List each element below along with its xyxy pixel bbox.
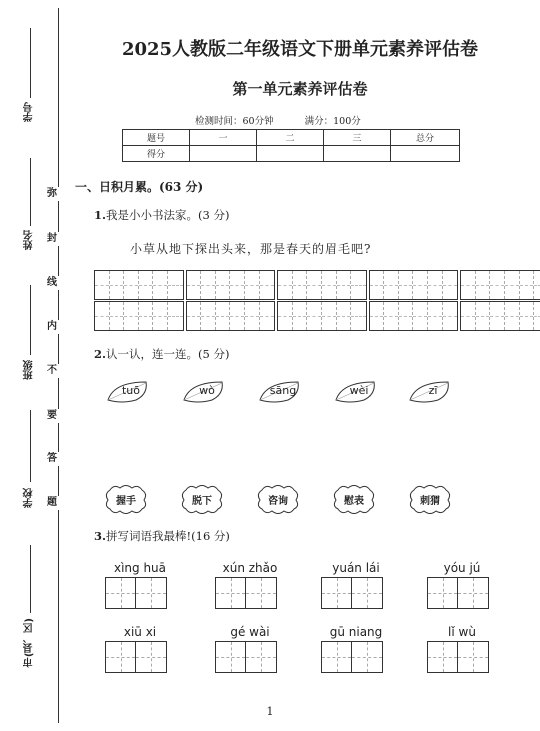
question-number: 1. bbox=[94, 208, 107, 222]
leaf-pinyin: sāng bbox=[269, 384, 297, 397]
name-line bbox=[30, 158, 31, 226]
grid-group bbox=[369, 301, 459, 331]
flower-card[interactable] bbox=[408, 484, 452, 514]
score-cell[interactable] bbox=[257, 146, 324, 162]
grid-group bbox=[369, 270, 459, 300]
flower-word: 脱下 bbox=[192, 496, 212, 507]
grid-group bbox=[460, 270, 540, 300]
score-table bbox=[122, 129, 460, 162]
word-boxes[interactable] bbox=[105, 641, 167, 673]
seal-char: 不 bbox=[47, 365, 57, 376]
grid-group bbox=[277, 301, 367, 331]
question-text: 认一认，连一连。(5 分) bbox=[106, 347, 230, 361]
question-number: 3. bbox=[94, 529, 107, 543]
table-header-cell: 总分 bbox=[391, 130, 460, 146]
exam-full-score: 满分：100分 bbox=[304, 116, 361, 127]
leaf-pinyin: tuō bbox=[121, 384, 140, 397]
school-line bbox=[30, 410, 31, 482]
seal-char: 题 bbox=[47, 497, 57, 508]
question-text: 我是小小书法家。(3 分) bbox=[106, 208, 230, 222]
pinyin-label: gū niang bbox=[329, 625, 383, 639]
leaf-card[interactable] bbox=[334, 380, 380, 404]
grid-group bbox=[460, 301, 540, 331]
city-line bbox=[30, 545, 31, 613]
grid-group bbox=[94, 270, 184, 300]
leaf-pinyin: wèi bbox=[349, 384, 369, 397]
class-label: 班级 bbox=[24, 360, 35, 380]
pinyin-label: yuán lái bbox=[332, 561, 380, 575]
grid-group bbox=[94, 301, 184, 331]
score-cell[interactable] bbox=[391, 146, 460, 162]
word-boxes[interactable] bbox=[427, 577, 489, 609]
leaf-card[interactable] bbox=[408, 380, 454, 404]
copy-sentence: 小草从地下探出头来，那是春天的眉毛吧? bbox=[130, 242, 372, 256]
class-line bbox=[30, 285, 31, 355]
exam-time: 检测时间：60分钟 bbox=[195, 116, 274, 127]
pinyin-label: gé wài bbox=[230, 625, 270, 639]
leaf-pinyin: wò bbox=[199, 384, 215, 397]
question-2 bbox=[94, 346, 229, 362]
flower-word: 咨询 bbox=[268, 496, 288, 507]
seal-char: 内 bbox=[47, 321, 57, 332]
table-row-label: 得分 bbox=[123, 146, 190, 162]
word-boxes[interactable] bbox=[215, 641, 277, 673]
leaf-card[interactable] bbox=[258, 380, 304, 404]
flower-card[interactable] bbox=[332, 484, 376, 514]
exam-meta bbox=[195, 113, 389, 127]
name-label: 姓名 bbox=[24, 230, 35, 250]
word-boxes[interactable] bbox=[215, 577, 277, 609]
table-header-cell: 一 bbox=[190, 130, 257, 146]
leaf-pinyin: zī bbox=[428, 384, 438, 397]
page-number: 1 bbox=[266, 705, 274, 718]
leaf-card[interactable] bbox=[106, 380, 152, 404]
pinyin-label: lǐ wù bbox=[448, 625, 476, 639]
question-3 bbox=[94, 528, 230, 544]
flower-word: 握手 bbox=[116, 496, 136, 507]
word-boxes[interactable] bbox=[321, 577, 383, 609]
pinyin-label: xiū xi bbox=[123, 625, 157, 639]
grid-group bbox=[277, 270, 367, 300]
flower-card[interactable] bbox=[180, 484, 224, 514]
word-boxes[interactable] bbox=[105, 577, 167, 609]
question-text: 拼写词语我最棒!(16 分) bbox=[106, 529, 230, 543]
table-header-cell: 题号 bbox=[123, 130, 190, 146]
seal-char: 封 bbox=[47, 233, 57, 244]
pinyin-label: xìng huā bbox=[113, 561, 167, 575]
seal-char: 线 bbox=[47, 277, 57, 288]
pinyin-label: xún zhǎo bbox=[222, 561, 278, 575]
page-title: 2025人教版二年级语文下册单元素养评估卷 bbox=[121, 39, 479, 60]
table-row bbox=[123, 130, 460, 146]
grid-group bbox=[186, 270, 276, 300]
seal-char: 弥 bbox=[47, 188, 57, 199]
leaf-card[interactable] bbox=[182, 380, 228, 404]
flower-card[interactable] bbox=[256, 484, 300, 514]
writing-grid-row[interactable] bbox=[94, 301, 540, 331]
word-boxes[interactable] bbox=[321, 641, 383, 673]
grid-group bbox=[186, 301, 276, 331]
flower-word: 刺猬 bbox=[420, 496, 440, 507]
table-header-cell: 二 bbox=[257, 130, 324, 146]
flower-word: 慰表 bbox=[344, 496, 364, 507]
question-number: 2. bbox=[94, 347, 107, 361]
score-cell[interactable] bbox=[190, 146, 257, 162]
table-row bbox=[123, 146, 460, 162]
score-cell[interactable] bbox=[324, 146, 391, 162]
student-id-line bbox=[30, 28, 31, 98]
pinyin-label: yóu jú bbox=[443, 561, 481, 575]
table-header-cell: 三 bbox=[324, 130, 391, 146]
school-label: 学校 bbox=[24, 488, 35, 508]
page-subtitle: 第一单元素养评估卷 bbox=[232, 80, 368, 98]
city-label: 市(县、区) bbox=[24, 618, 35, 668]
seal-char: 要 bbox=[47, 410, 57, 421]
writing-grid-row[interactable] bbox=[94, 270, 540, 300]
flower-card[interactable] bbox=[104, 484, 148, 514]
section-title: 一、日积月累。(63 分) bbox=[75, 180, 204, 194]
student-id-label: 学号 bbox=[24, 102, 35, 122]
word-boxes[interactable] bbox=[427, 641, 489, 673]
question-1 bbox=[94, 207, 229, 223]
seal-char: 答 bbox=[47, 453, 57, 464]
